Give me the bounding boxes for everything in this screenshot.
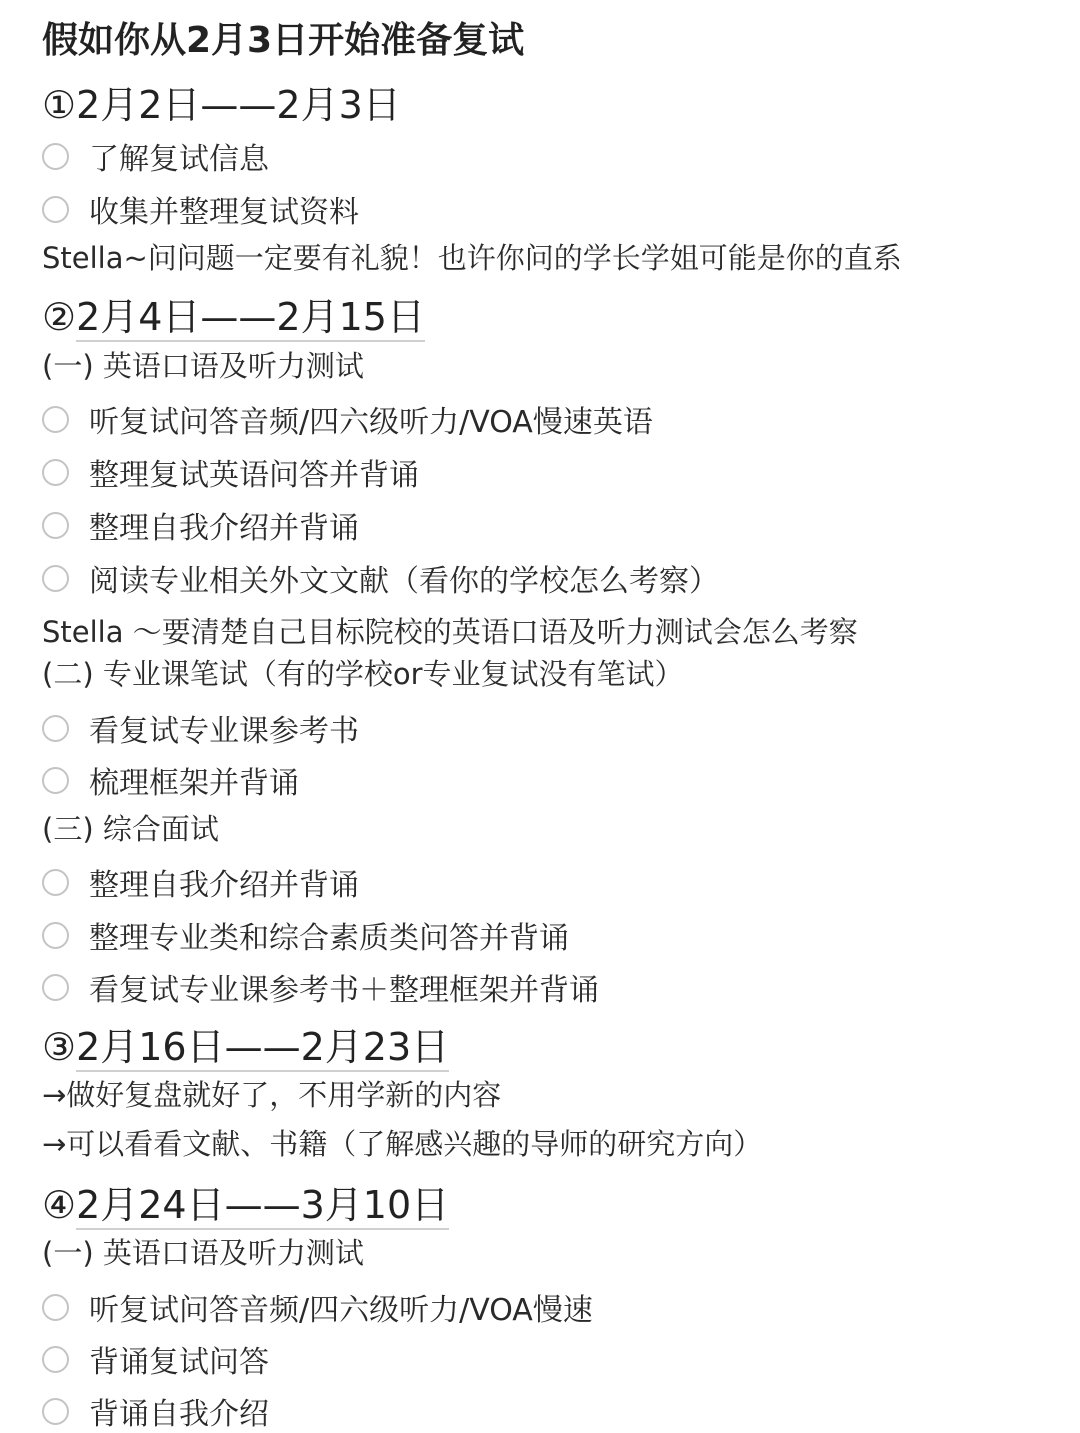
checkbox-circle-icon[interactable]: [42, 922, 69, 949]
checklist-item[interactable]: [42, 1285, 593, 1329]
checklist-item[interactable]: [42, 503, 359, 547]
checklist-item-label: 听复试问答音频/四六级听力/VOA慢速英语: [89, 405, 653, 440]
checkbox-circle-icon[interactable]: [42, 974, 69, 1001]
checklist-item-label: 整理自我介绍并背诵: [89, 868, 359, 903]
section-heading: (一) 英语口语及听力测试: [42, 1236, 364, 1270]
checkbox-circle-icon[interactable]: [42, 767, 69, 794]
tip-note: Stella~问问题一定要有礼貌！也许你问的学长学姐可能是你的直系: [42, 241, 902, 275]
checkbox-circle-icon[interactable]: [42, 1294, 69, 1321]
checklist-item-label: 阅读专业相关外文文献（看你的学校怎么考察）: [89, 564, 719, 599]
checklist-item-label: 整理复试英语问答并背诵: [89, 458, 419, 493]
arrow-note: →可以看看文献、书籍（了解感兴趣的导师的研究方向）: [42, 1127, 763, 1161]
phase-number: ①: [42, 83, 77, 127]
checkbox-circle-icon[interactable]: [42, 196, 69, 223]
phase-heading-3: [42, 1016, 449, 1071]
phase-heading-4: [42, 1174, 449, 1229]
checklist-item[interactable]: [42, 187, 359, 231]
checklist-item[interactable]: [42, 706, 359, 750]
checkbox-circle-icon[interactable]: [42, 459, 69, 486]
phase-number: ④: [42, 1183, 77, 1227]
checkbox-circle-icon[interactable]: [42, 869, 69, 896]
checkbox-circle-icon[interactable]: [42, 143, 69, 170]
checklist-item[interactable]: [42, 397, 653, 441]
phase-date-range: 2月16日——2月23日: [76, 1025, 449, 1072]
checklist-item-label: 看复试专业课参考书＋整理框架并背诵: [89, 973, 599, 1008]
page-title: 假如你从2月3日开始准备复试: [42, 20, 525, 61]
phase-date-range: 2月4日——2月15日: [76, 295, 425, 342]
checklist-item[interactable]: [42, 1337, 269, 1381]
checklist-item[interactable]: [42, 1389, 269, 1433]
phase-heading-2: [42, 286, 425, 341]
checkbox-circle-icon[interactable]: [42, 565, 69, 592]
checkbox-circle-icon[interactable]: [42, 512, 69, 539]
section-heading: (二) 专业课笔试（有的学校or专业复试没有笔试）: [42, 657, 684, 691]
section-heading: (一) 英语口语及听力测试: [42, 349, 364, 383]
phase-date-range: 2月24日——3月10日: [76, 1183, 449, 1230]
checkbox-circle-icon[interactable]: [42, 1398, 69, 1425]
checklist-item[interactable]: [42, 965, 599, 1009]
checklist-item-label: 看复试专业课参考书: [89, 714, 359, 749]
arrow-note: →做好复盘就好了，不用学新的内容: [42, 1078, 502, 1112]
checklist-item-label: 梳理框架并背诵: [89, 766, 299, 801]
checklist-item[interactable]: [42, 758, 299, 802]
checklist-item[interactable]: [42, 913, 569, 957]
checklist-item[interactable]: [42, 134, 269, 178]
checklist-item-label: 背诵复试问答: [89, 1345, 269, 1380]
checklist-item-label: 背诵自我介绍: [89, 1397, 269, 1432]
checkbox-circle-icon[interactable]: [42, 1346, 69, 1373]
tip-note: Stella ～要清楚自己目标院校的英语口语及听力测试会怎么考察: [42, 615, 858, 649]
checklist-item[interactable]: [42, 556, 719, 600]
phase-date-range: 2月2日——2月3日: [76, 83, 401, 127]
checklist-item[interactable]: [42, 860, 359, 904]
checklist-item-label: 整理自我介绍并背诵: [89, 511, 359, 546]
checklist-item-label: 整理专业类和综合素质类问答并背诵: [89, 921, 569, 956]
phase-number: ③: [42, 1025, 77, 1069]
checklist-item-label: 收集并整理复试资料: [89, 195, 359, 230]
checklist-item[interactable]: [42, 450, 419, 494]
checklist-item-label: 听复试问答音频/四六级听力/VOA慢速: [89, 1293, 593, 1328]
phase-heading-1: [42, 74, 401, 129]
checkbox-circle-icon[interactable]: [42, 715, 69, 742]
checkbox-circle-icon[interactable]: [42, 406, 69, 433]
phase-number: ②: [42, 295, 77, 339]
section-heading: (三) 综合面试: [42, 812, 219, 846]
checklist-item-label: 了解复试信息: [89, 142, 269, 177]
